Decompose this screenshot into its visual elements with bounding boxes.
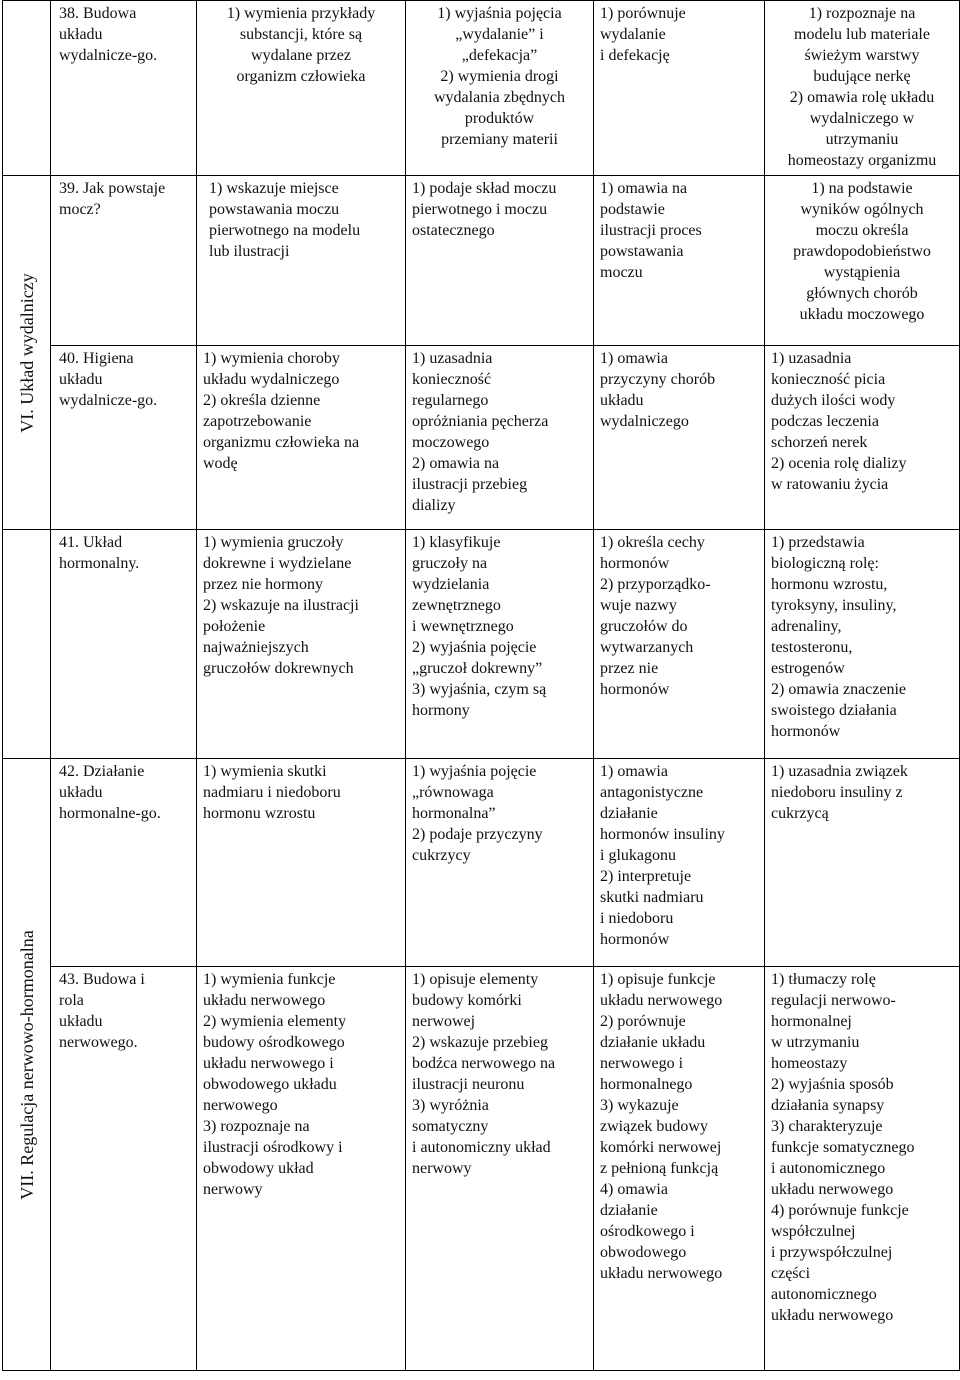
requirement-cell: 1) klasyfikuje gruczoły na wydzielania zewnętrznego i wewnętrznego 2) wyjaśnia pojęcie „gruczoł dokrewny” 3) wyjaśnia, czym są hormony: [406, 530, 594, 759]
requirement-cell: 1) wyjaśnia pojęcia „wydalanie” i „defekacja” 2) wymienia drogi wydalania zbędnych produktów przemiany materii: [406, 1, 594, 176]
requirement-cell: 1) wymienia choroby układu wydalniczego 2) określa dzienne zapotrzebowanie organizmu człowieka na wodę: [197, 346, 406, 530]
requirements-table: [2, 0, 960, 1371]
table-row: [3, 759, 960, 967]
topic-cell: 40. Higiena układu wydalnicze-go.: [51, 346, 197, 530]
section-label-cell: [3, 759, 51, 1371]
section-label-vi: VI. Układ wydalniczy: [16, 272, 37, 433]
topic-cell: 39. Jak powstaje mocz?: [51, 176, 197, 346]
requirement-cell: 1) tłumaczy rolę regulacji nerwowo- hormonalnej w utrzymaniu homeostazy 2) wyjaśnia sposób działania synapsy 3) charakteryzuje funkcje somatycznego i autonomicznego układu nerwowego 4) porównuje funkcje współczulnej i przywspółczulnej części autonomicznego układu nerwowego: [765, 967, 960, 1371]
requirement-cell: 1) omawia antagonistyczne działanie hormonów insuliny i glukagonu 2) interpretuje skutki nadmiaru i niedoboru hormonów: [594, 759, 765, 967]
topic-cell: 43. Budowa i rola układu nerwowego.: [51, 967, 197, 1371]
requirement-cell: 1) wymienia funkcje układu nerwowego 2) wymienia elementy budowy ośrodkowego układu nerwowego i obwodowego układu nerwowego 3) rozpoznaje na ilustracji ośrodkowy i obwodowy układ nerwowy: [197, 967, 406, 1371]
section-label-cell: [3, 176, 51, 530]
topic-cell: 41. Układ hormonalny.: [51, 530, 197, 759]
requirement-cell: 1) określa cechy hormonów 2) przyporządko- wuje nazwy gruczołów do wytwarzanych przez nie hormonów: [594, 530, 765, 759]
topic-cell: 38. Budowa układu wydalnicze-go.: [51, 1, 197, 176]
requirement-cell: 1) wskazuje miejsce powstawania moczu pierwotnego na modelu lub ilustracji: [197, 176, 406, 346]
table-row: [3, 346, 960, 530]
requirement-cell: 1) wymienia skutki nadmiaru i niedoboru hormonu wzrostu: [197, 759, 406, 967]
requirement-cell: 1) wymienia gruczoły dokrewne i wydzielane przez nie hormony 2) wskazuje na ilustracji położenie najważniejszych gruczołów dokrewnych: [197, 530, 406, 759]
requirement-cell: 1) uzasadnia konieczność picia dużych ilości wody podczas leczenia schorzeń nerek 2) ocenia rolę dializy w ratowaniu życia: [765, 346, 960, 530]
section-label-vii: VII. Regulacja nerwowo-hormonalna: [16, 929, 37, 1200]
table-row: [3, 176, 960, 346]
section-cell-empty: [3, 530, 51, 759]
requirement-cell: 1) rozpoznaje na modelu lub materiale świeżym warstwy budujące nerkę 2) omawia rolę układu wydalniczego w utrzymaniu homeostazy organizmu: [765, 1, 960, 176]
requirement-cell: 1) na podstawie wyników ogólnych moczu określa prawdopodobieństwo wystąpienia głównych chorób układu moczowego: [765, 176, 960, 346]
requirement-cell: 1) opisuje elementy budowy komórki nerwowej 2) wskazuje przebieg bodźca nerwowego na ilustracji neuronu 3) wyróżnia somatyczny i autonomiczny układ nerwowy: [406, 967, 594, 1371]
table-row: [3, 967, 960, 1371]
requirement-cell: 1) omawia na podstawie ilustracji proces powstawania moczu: [594, 176, 765, 346]
section-cell-empty: [3, 1, 51, 176]
requirement-cell: 1) wymienia przykłady substancji, które są wydalane przez organizm człowieka: [197, 1, 406, 176]
requirement-cell: 1) opisuje funkcje układu nerwowego 2) porównuje działanie układu nerwowego i hormonalnego 3) wykazuje związek budowy komórki nerwowej z pełnioną funkcją 4) omawia działanie ośrodkowego i obwodowego układu nerwowego: [594, 967, 765, 1371]
table-row: [3, 1, 960, 176]
requirement-cell: 1) przedstawia biologiczną rolę: hormonu wzrostu, tyroksyny, insuliny, adrenaliny, testosteronu, estrogenów 2) omawia znaczenie swoistego działania hormonów: [765, 530, 960, 759]
requirement-cell: 1) podaje skład moczu pierwotnego i moczu ostatecznego: [406, 176, 594, 346]
requirement-cell: 1) uzasadnia związek niedoboru insuliny z cukrzycą: [765, 759, 960, 967]
requirement-cell: 1) omawia przyczyny chorób układu wydalniczego: [594, 346, 765, 530]
requirement-cell: 1) uzasadnia konieczność regularnego opróżniania pęcherza moczowego 2) omawia na ilustracji przebieg dializy: [406, 346, 594, 530]
requirement-cell: 1) wyjaśnia pojęcie „równowaga hormonalna” 2) podaje przyczyny cukrzycy: [406, 759, 594, 967]
topic-cell: 42. Działanie układu hormonalne-go.: [51, 759, 197, 967]
requirement-cell: 1) porównuje wydalanie i defekację: [594, 1, 765, 176]
table-row: [3, 530, 960, 759]
